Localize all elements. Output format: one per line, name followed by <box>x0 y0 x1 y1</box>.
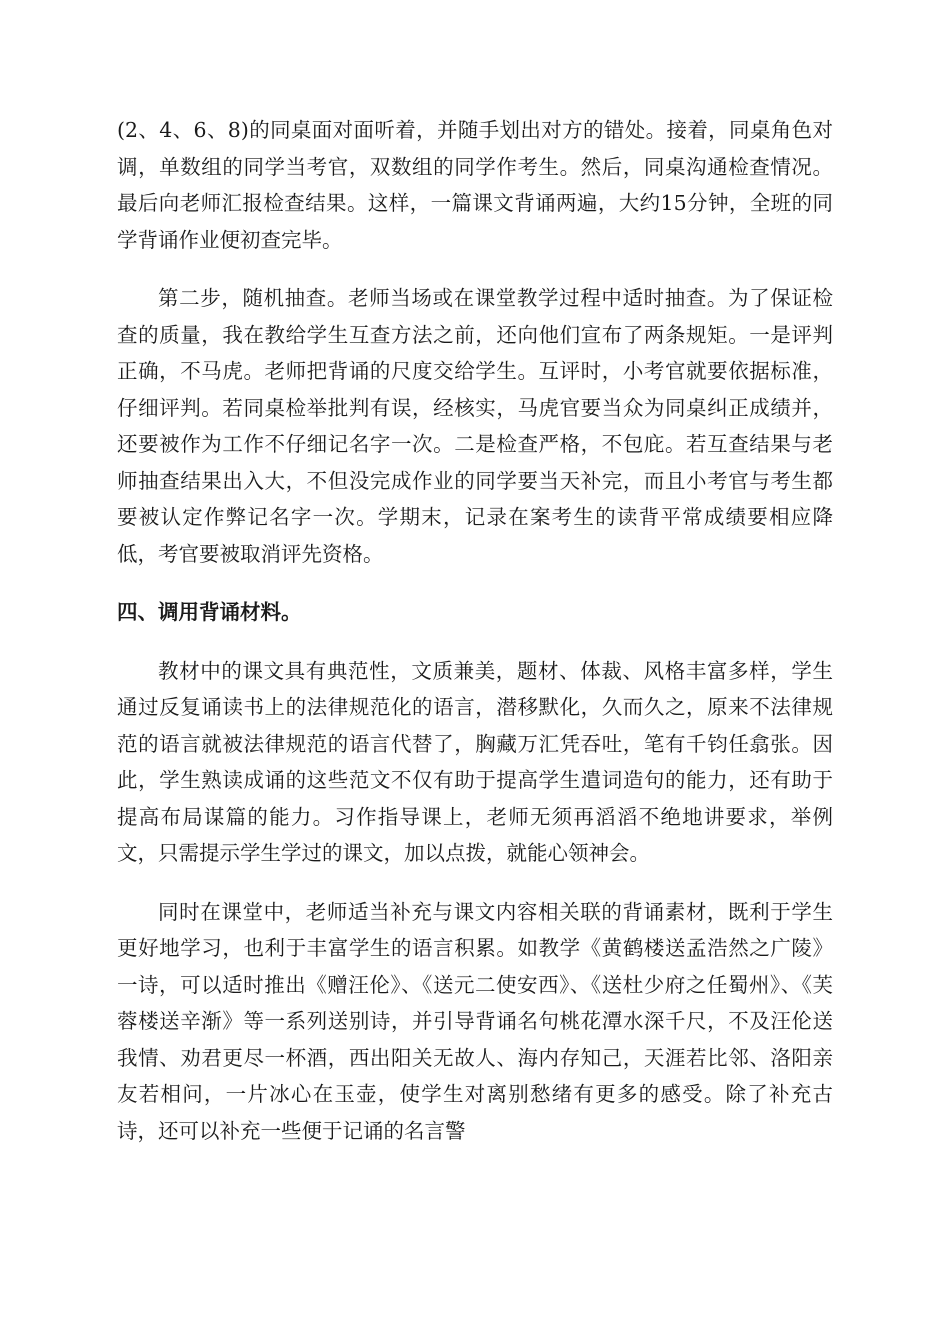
paragraph-textbook: 教材中的课文具有典范性，文质兼美，题材、体裁、风格丰富多样，学生通过反复诵读书上的法律规范化的语言，潜移默化，久而久之，原来不法律规范的语言就被法律规范的语言代替了，胸藏万汇凭吞吐，笔有千钧任翕张。因此，学生熟读成诵的这些范文不仅有助于提高学生遣词造句的能力，还有助于提高布局谋篇的能力。习作指导课上，老师无须再滔滔不绝地讲要求，举例文，只需提示学生学过的课文，加以点拨，就能心领神会。 <box>117 658 833 865</box>
paragraph-continuation: (2、4、6、8)的同桌面对面听着，并随手划出对方的错处。接着，同桌角色对调，单数组的同学当考官，双数组的同学作考生。然后，同桌沟通检查情况。最后向老师汇报检查结果。这样，一篇课文背诵两遍，大约15分钟，全班的同学背诵作业便初查完毕。 <box>117 118 833 252</box>
paragraph-supplement: 同时在课堂中，老师适当补充与课文内容相关联的背诵素材，既利于学生更好地学习，也利于丰富学生的语言积累。如教学《黄鹤楼送孟浩然之广陵》一诗，可以适时推出《赠汪伦》、《送元二使安西》、《送杜少府之任蜀州》、《芙蓉楼送辛渐》等一系列送别诗，并引导背诵名句桃花潭水深千尺，不及汪伦送我情、劝君更尽一杯酒，西出阳关无故人、海内存知己，天涯若比邻、洛阳亲友若相问，一片冰心在玉壶，使学生对离别愁绪有更多的感受。除了补充古诗，还可以补充一些便于记诵的名言警 <box>117 899 833 1143</box>
section-heading: 四、调用背诵材料。 <box>117 600 302 624</box>
paragraph-step-two: 第二步，随机抽查。老师当场或在课堂教学过程中适时抽查。为了保证检查的质量，我在教给学生互查方法之前，还向他们宣布了两条规矩。一是评判正确，不马虎。老师把背诵的尺度交给学生。互评时，小考官就要依据标准，仔细评判。若同桌检举批判有误，经核实，马虎官要当众为同桌纠正成绩并，还要被作为工作不仔细记名字一次。二是检查严格，不包庇。若互查结果与老师抽查结果出入大，不但没完成作业的同学要当天补完，而且小考官与考生都要被认定作弊记名字一次。学期末，记录在案考生的读背平常成绩要相应降低，考官要被取消评先资格。 <box>117 286 833 566</box>
document-page <box>117 112 833 1149</box>
